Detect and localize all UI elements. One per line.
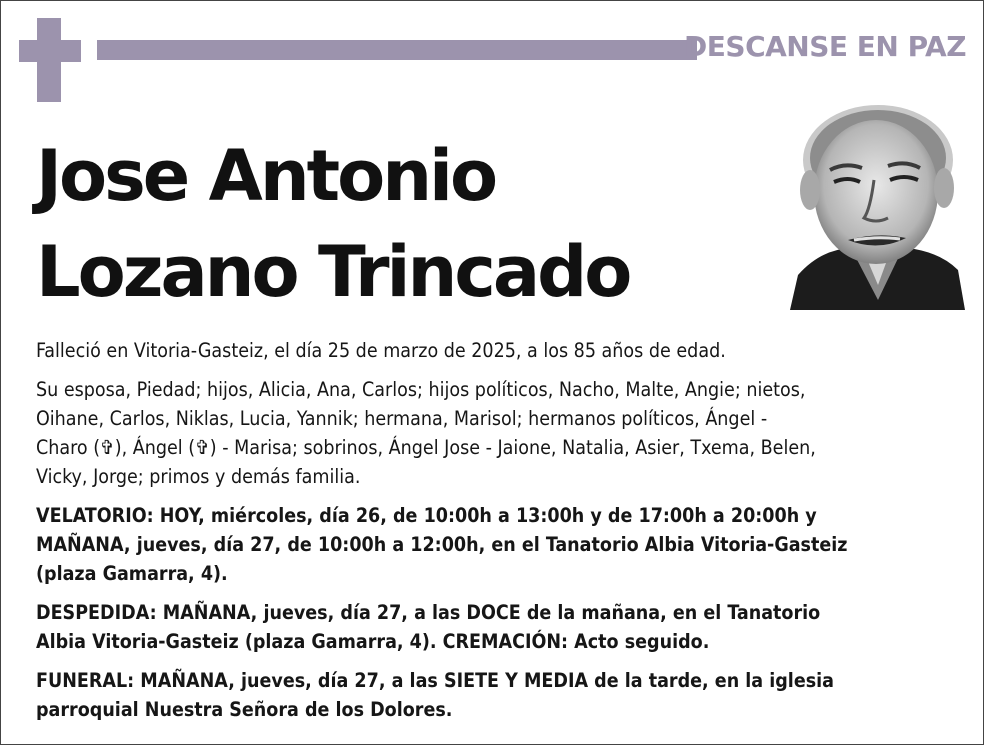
name-line-2: Lozano Trincado bbox=[36, 231, 630, 313]
text-line: FUNERAL: MAÑANA, jueves, día 27, a las SIETE Y MEDIA de la tarde, en la iglesia bbox=[36, 669, 835, 692]
text-line: VELATORIO: HOY, miércoles, día 26, de 10:00h a 13:00h y de 17:00h a 20:00h y bbox=[36, 504, 817, 527]
name-line-1: Jose Antonio bbox=[36, 135, 496, 217]
funeral-paragraph bbox=[36, 666, 956, 724]
text-line: (plaza Gamarra, 4). bbox=[36, 562, 228, 585]
text-line: parroquial Nuestra Señora de los Dolores. bbox=[36, 698, 453, 721]
text-line: Oihane, Carlos, Niklas, Lucia, Yannik; hermana, Marisol; hermanos políticos, Ángel - bbox=[36, 407, 768, 430]
header-rule bbox=[97, 40, 697, 60]
text-line: Vicky, Jorge; primos y demás familia. bbox=[36, 465, 361, 488]
farewell-paragraph bbox=[36, 598, 956, 656]
text-line: Albia Vitoria-Gasteiz (plaza Gamarra, 4). CREMACIÓN: Acto seguido. bbox=[36, 630, 710, 653]
text-line: DESPEDIDA: MAÑANA, jueves, día 27, a las DOCE de la mañana, en el Tanatorio bbox=[36, 601, 821, 624]
wake-paragraph bbox=[36, 501, 956, 588]
text-line: Charo (✞), Ángel (✞) - Marisa; sobrinos, Ángel Jose - Jaione, Natalia, Asier, Txema, Belen, bbox=[36, 436, 816, 459]
family-paragraph bbox=[36, 375, 956, 491]
text-line: Su esposa, Piedad; hijos, Alicia, Ana, Carlos; hijos políticos, Nacho, Malte, Angie; nietos, bbox=[36, 378, 806, 401]
header-title: DESCANSE EN PAZ bbox=[684, 30, 966, 63]
deceased-name bbox=[36, 128, 629, 320]
text-line: Falleció en Vitoria-Gasteiz, el día 25 de marzo de 2025, a los 85 años de edad. bbox=[36, 339, 726, 362]
latin-cross-icon bbox=[19, 18, 81, 102]
death-paragraph bbox=[36, 336, 956, 365]
portrait-photo bbox=[790, 100, 965, 310]
obituary-body bbox=[36, 336, 956, 734]
text-line: MAÑANA, jueves, día 27, de 10:00h a 12:00h, en el Tanatorio Albia Vitoria-Gasteiz bbox=[36, 533, 848, 556]
cross-horizontal-bar bbox=[19, 40, 81, 62]
